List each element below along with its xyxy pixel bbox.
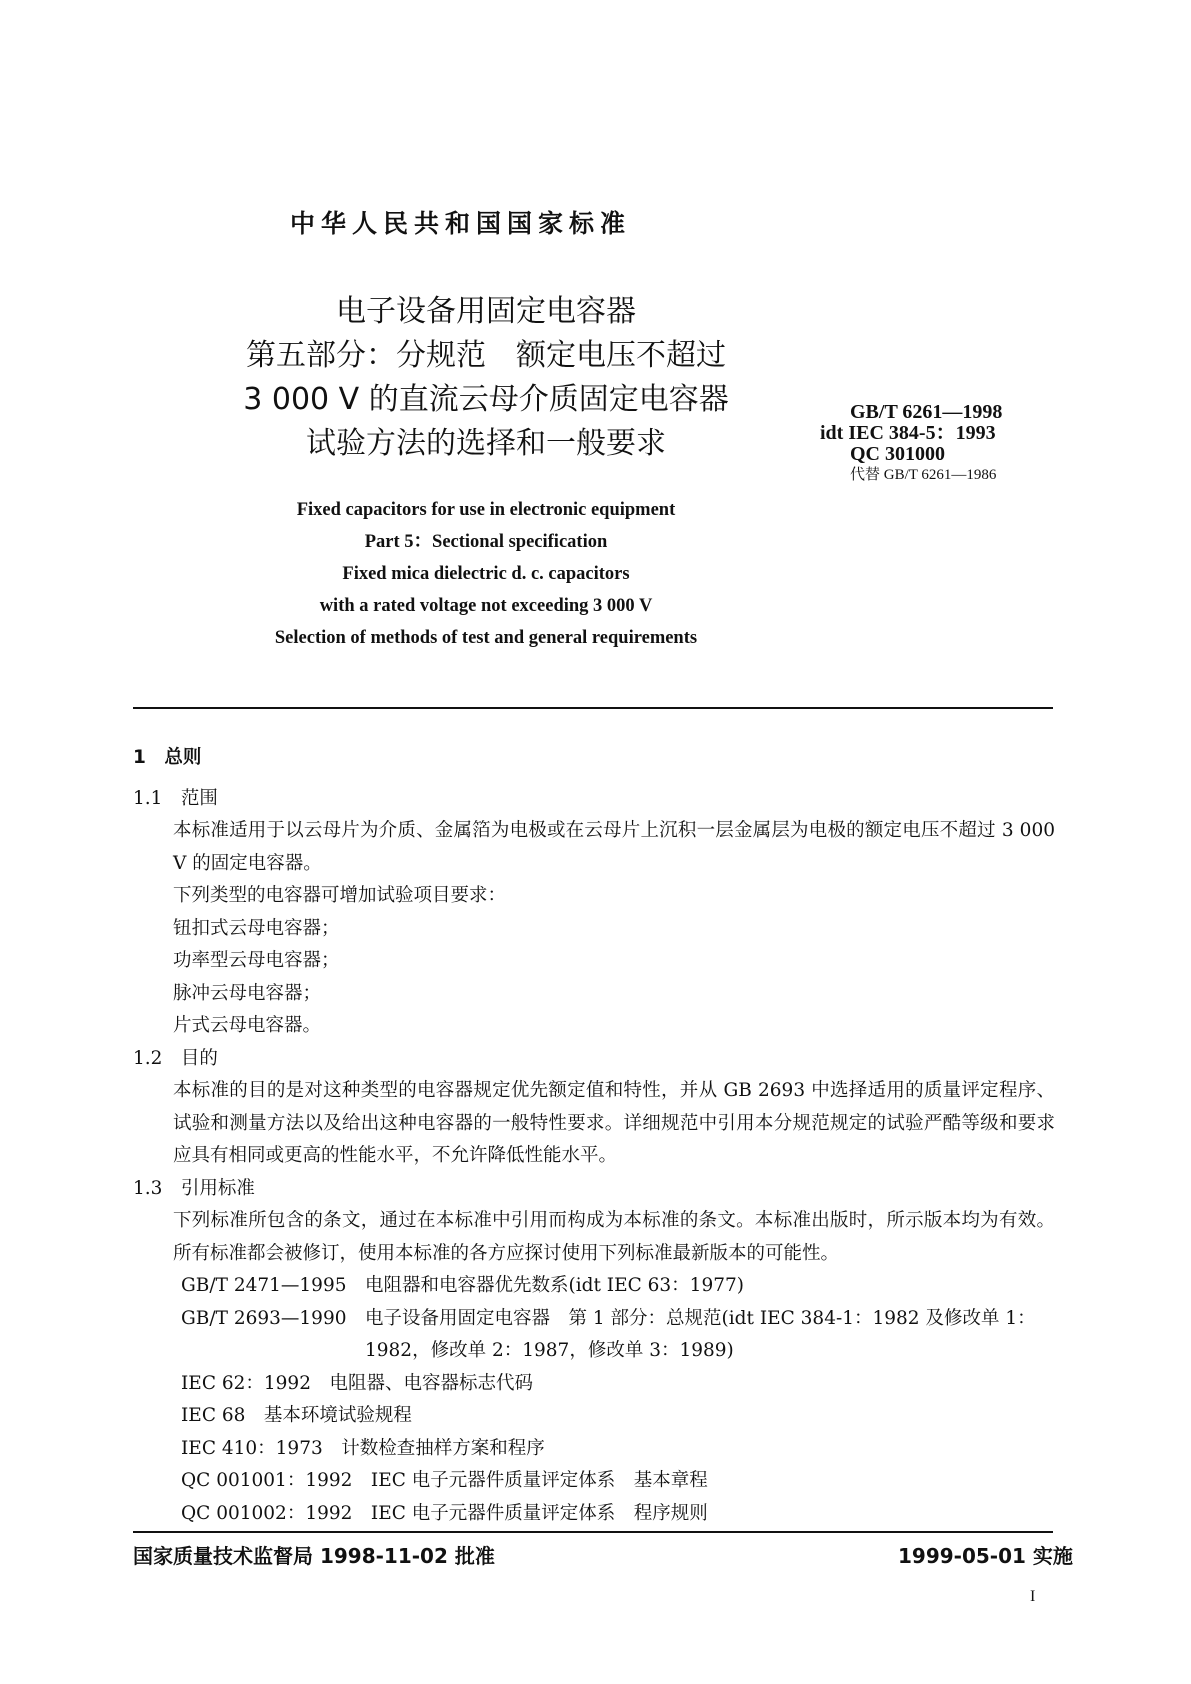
reference-item: IEC 68 基本环境试验规程 — [181, 1405, 412, 1426]
section-1-1-paragraph-2: 下列类型的电容器可增加试验项目要求： — [173, 885, 507, 906]
reference-item: GB/T 2693—1990 电子设备用固定电容器 第 1 部分：总规范(idt IEC 384-1：1982 及修改单 1： — [181, 1307, 1036, 1329]
chinese-title-line-3: 3 000 V 的直流云母介质固定电容器 — [243, 382, 729, 417]
document-body — [133, 742, 1055, 1530]
section-1-2-paragraph: 本标准的目的是对这种类型的电容器规定优先额定值和特性，并从 GB 2693 中选择适用的质量评定程序、试验和测量方法以及给出这种电容器的一般特性要求。详细规范中引用本分规范规定的试验严酷等级和要求应具有相同或更高的性能水平，不允许降低性能水平。 — [173, 1080, 1055, 1166]
section-1-1-paragraph-1: 本标准适用于以云母片为介质、金属箔为电极或在云母片上沉积一层金属层为电极的额定电压不超过 3 000 V 的固定电容器。 — [173, 820, 1055, 874]
replaces-standard: 代替 GB/T 6261—1986 — [850, 467, 997, 483]
national-standard-heading: 中华人民共和国国家标准 — [290, 209, 632, 238]
list-item: 功率型云母电容器； — [173, 950, 340, 971]
page-number: I — [1030, 1588, 1036, 1605]
reference-item: QC 001001：1992 IEC 电子元器件质量评定体系 基本章程 — [181, 1470, 708, 1491]
chinese-title — [236, 290, 736, 466]
section-1-3-paragraph: 下列标准所包含的条文，通过在本标准中引用而构成为本标准的条文。本标准出版时，所示版本均为有效。所有标准都会被修订，使用本标准的各方应探讨使用下列标准最新版本的可能性。 — [173, 1210, 1055, 1264]
reference-item: IEC 62：1992 电阻器、电容器标志代码 — [181, 1372, 533, 1394]
reference-item: IEC 410：1973 计数检查抽样方案和程序 — [181, 1437, 545, 1459]
implementation-date: 1999-05-01 实施 — [898, 1544, 1073, 1568]
english-title-line-5: Selection of methods of test and general requirements — [274, 628, 698, 648]
english-title-line-2: Part 5：Sectional specification — [364, 532, 608, 552]
header-divider — [133, 707, 1053, 709]
standard-identifiers — [820, 402, 1002, 486]
english-title — [236, 494, 736, 654]
section-1-2-heading: 1.2 目的 — [133, 1047, 218, 1069]
list-item: 片式云母电容器。 — [173, 1015, 322, 1036]
reference-item: QC 001002：1992 IEC 电子元器件质量评定体系 程序规则 — [181, 1502, 708, 1524]
chinese-title-line-4: 试验方法的选择和一般要求 — [306, 426, 666, 461]
english-title-line-4: with a rated voltage not exceeding 3 000 V — [319, 596, 653, 616]
gb-standard-number: GB/T 6261—1998 — [850, 401, 1003, 423]
english-title-line-3: Fixed mica dielectric d. c. capacitors — [342, 564, 630, 584]
english-title-line-1: Fixed capacitors for use in electronic equipment — [296, 500, 676, 520]
reference-item-continuation: 1982，修改单 2：1987，修改单 3：1989) — [365, 1340, 734, 1361]
list-item: 脉冲云母电容器； — [173, 982, 322, 1004]
section-1-1-heading: 1.1 范围 — [133, 787, 218, 809]
iec-equivalent: idt IEC 384-5：1993 — [820, 422, 996, 444]
chinese-title-line-2: 第五部分：分规范 额定电压不超过 — [246, 338, 726, 373]
list-item: 钮扣式云母电容器； — [173, 917, 340, 939]
qc-number: QC 301000 — [850, 443, 945, 465]
section-1-3-heading: 1.3 引用标准 — [133, 1177, 255, 1199]
chinese-title-line-1: 电子设备用固定电容器 — [336, 294, 636, 329]
reference-item: GB/T 2471—1995 电阻器和电容器优先数系(idt IEC 63：1977) — [181, 1275, 744, 1296]
section-1-heading: 1 总则 — [133, 747, 202, 768]
approval-statement: 国家质量技术监督局 1998-11-02 批准 — [133, 1544, 495, 1568]
footer-divider — [133, 1531, 1053, 1533]
